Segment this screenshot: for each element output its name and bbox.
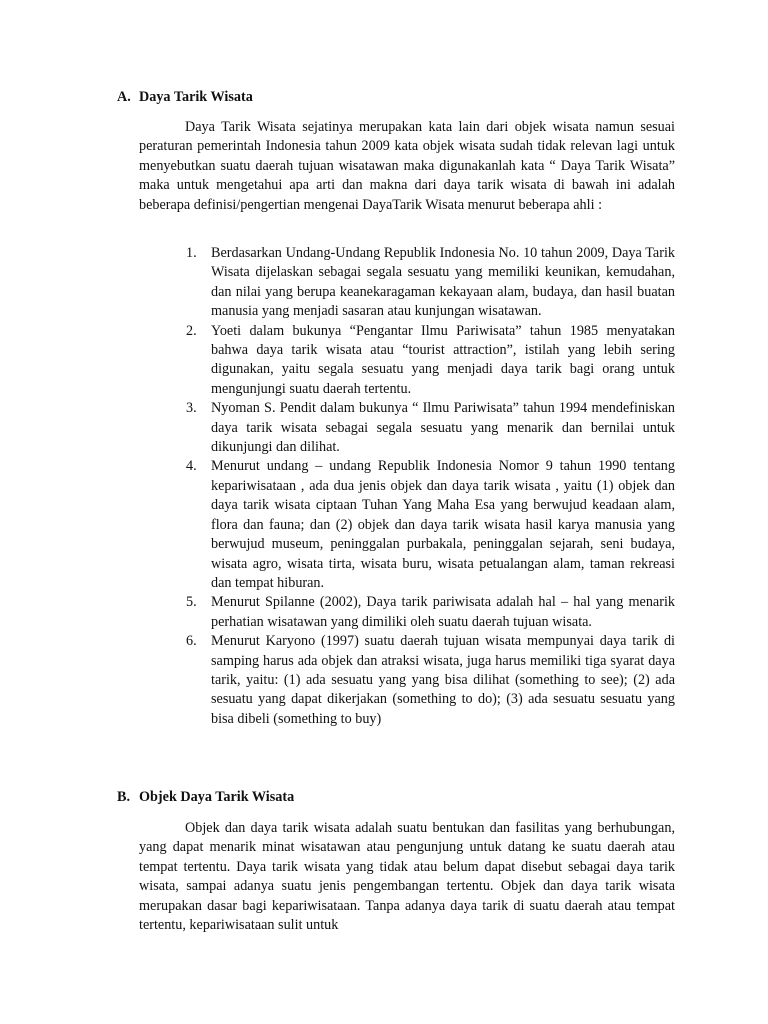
section-b-letter: B. — [117, 789, 131, 805]
section-a-letter: A. — [117, 89, 131, 105]
list-item-text: Berdasarkan Undang-Undang Republik Indonesia No. 10 tahun 2009, Daya Tarik Wisata dijelaskan sebagai segala sesuatu yang memiliki keunikan, kemudahan, dan nilai yang berupa keanekaragaman kekayaan alam, budaya, dan hasil buatan manusia yang menjadi sasaran atau kunjungan wisatawan. — [211, 245, 675, 320]
list-item-text: Menurut Karyono (1997) suatu daerah tujuan wisata mempunyai daya tarik di samping harus ada objek dan atraksi wisata, juga harus memiliki tiga syarat daya tarik, yaitu: (1) ada sesuatu yang yang bisa dilihat (something to see); (2) ada sesuatu yang dapat dikerjakan (something to do); (3) ada sesuatu sesuatu yang bisa dibeli (something to buy) — [211, 633, 675, 727]
list-item — [186, 322, 675, 400]
list-item-text: Yoeti dalam bukunya “Pengantar Ilmu Pariwisata” tahun 1985 menyatakan bahwa daya tarik wisata atau “tourist attraction”, istilah yang lebih sering digunakan, yaitu segala sesuatu yang menjadi daya tarik bagi orang untuk mengunjungi suatu daerah tertentu. — [211, 322, 675, 397]
list-item — [186, 593, 675, 632]
list-item-text: Menurut Spilanne (2002), Daya tarik pariwisata adalah hal – hal yang menarik perhatian wisatawan yang dimiliki oleh suatu daerah tujuan wisata. — [211, 594, 675, 630]
section-b-title: Objek Daya Tarik Wisata — [139, 789, 295, 805]
section-a-heading — [117, 88, 253, 107]
list-item-number: 6. — [186, 633, 197, 650]
list-item-number: 3. — [186, 400, 197, 417]
section-a-paragraph: Daya Tarik Wisata sejatinya merupakan kata lain dari objek wisata namun sesuai peraturan pemerintah Indonesia tahun 2009 kata objek wisata sudah tidak relevan lagi untuk menyebutkan suatu daerah tujuan wisatawan maka digunakanlah kata “ Daya Tarik Wisata” maka untuk mengetahui apa arti dan makna dari daya tarik wisata di bawah ini adalah beberapa definisi/pengertian mengenai DayaTarik Wisata menurut beberapa ahli : — [139, 119, 675, 213]
section-b-paragraph: Objek dan daya tarik wisata adalah suatu bentukan dan fasilitas yang berhubungan, yang dapat menarik minat wisatawan atau pengunjung untuk datang ke suatu daerah atau tempat tertentu. Daya tarik wisata yang tidak atau belum dapat disebut sebagai daya tarik wisata, sampai adanya suatu jenis pengembangan tertentu. Objek dan daya tarik wisata merupakan dasar bagi kepariwisataan. Tanpa adanya daya tarik di suatu daerah atau tempat tertentu, kepariwisataan sulit untuk — [139, 820, 675, 934]
list-item-number: 4. — [186, 458, 197, 475]
list-item — [186, 457, 675, 593]
list-item — [186, 244, 675, 322]
list-item — [186, 632, 675, 729]
list-item — [186, 399, 675, 457]
section-a-title: Daya Tarik Wisata — [139, 89, 253, 105]
list-item-number: 2. — [186, 322, 197, 339]
section-b-heading — [117, 788, 294, 807]
list-item-number: 5. — [186, 594, 197, 611]
list-item-number: 1. — [186, 245, 197, 261]
list-item-text: Nyoman S. Pendit dalam bukunya “ Ilmu Pariwisata” tahun 1994 mendefiniskan daya tarik wisata sebagai segala sesuatu yang menarik dan bernilai untuk dikunjungi dan dilihat. — [211, 400, 675, 456]
list-item-text: Menurut undang – undang Republik Indonesia Nomor 9 tahun 1990 tentang kepariwisataan , ada dua jenis objek dan daya tarik wisata , yaitu (1) objek dan daya tarik wisata ciptaan Tuhan Yang Maha Esa yang berwujud keadaan alam, flora dan fauna; dan (2) objek dan daya tarik wisata hasil karya manusia yang berwujud museum, peninggalan purbakala, peninggalan sejarah, seni budaya, wisata agro, wisata tirta, wisata buru, wisata petualangan alam, taman rekreasi dan tempat hiburan. — [211, 458, 675, 591]
section-a-definition-list — [186, 244, 675, 729]
